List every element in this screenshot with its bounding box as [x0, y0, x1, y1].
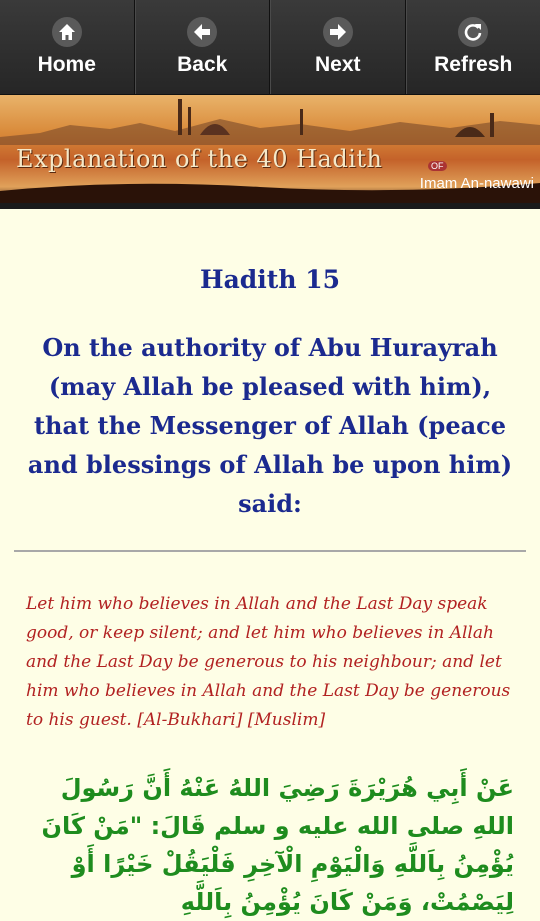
- home-icon: [52, 17, 82, 47]
- header-banner: [0, 95, 540, 203]
- hadith-heading: Hadith 15: [26, 265, 514, 294]
- arrow-right-icon: [323, 17, 353, 47]
- next-button[interactable]: [270, 0, 406, 94]
- banner-title: Explanation of the 40 Hadith: [16, 145, 382, 173]
- refresh-button[interactable]: [406, 0, 540, 94]
- banner-divider: [0, 203, 540, 209]
- home-button[interactable]: [0, 0, 135, 94]
- back-label: Back: [177, 53, 227, 77]
- banner-author: Imam An-nawawi: [420, 175, 534, 192]
- hadith-narrator: On the authority of Abu Hurayrah (may Allah be pleased with him), that the Messenger of Allah (peace and blessings of Allah be upon him) said:: [26, 328, 514, 523]
- arrow-left-icon: [187, 17, 217, 47]
- hadith-content: [0, 265, 540, 921]
- back-button[interactable]: [135, 0, 271, 94]
- hadith-arabic-text: عَنْ أَبِي هُرَيْرَةَ رَضِيَ اللهُ عَنْهُ أَنَّ رَسُولَ اللهِ صلى الله عليه و سلم قَالَ: "مَنْ كَانَ يُؤْمِنُ بِاَللَّهِ وَالْيَوْمِ الْآخِرِ فَلْيَقُلْ خَيْرًا أَوْ لِيَصْمُتْ، وَمَنْ كَانَ يُؤْمِنُ بِاَللَّهِ: [26, 769, 514, 921]
- section-divider: [14, 550, 526, 552]
- refresh-label: Refresh: [434, 53, 512, 77]
- banner-of-label: OF: [428, 161, 447, 171]
- next-label: Next: [315, 53, 361, 77]
- home-label: Home: [38, 53, 96, 77]
- navbar: [0, 0, 540, 95]
- refresh-icon: [458, 17, 488, 47]
- hadith-translation: Let him who believes in Allah and the Last Day speak good, or keep silent; and let him who believes in Allah and the Last Day be generous to his neighbour; and let him who believes in Allah and the Last Day be generous to his guest. [Al-Bukhari] [Muslim]: [26, 590, 514, 735]
